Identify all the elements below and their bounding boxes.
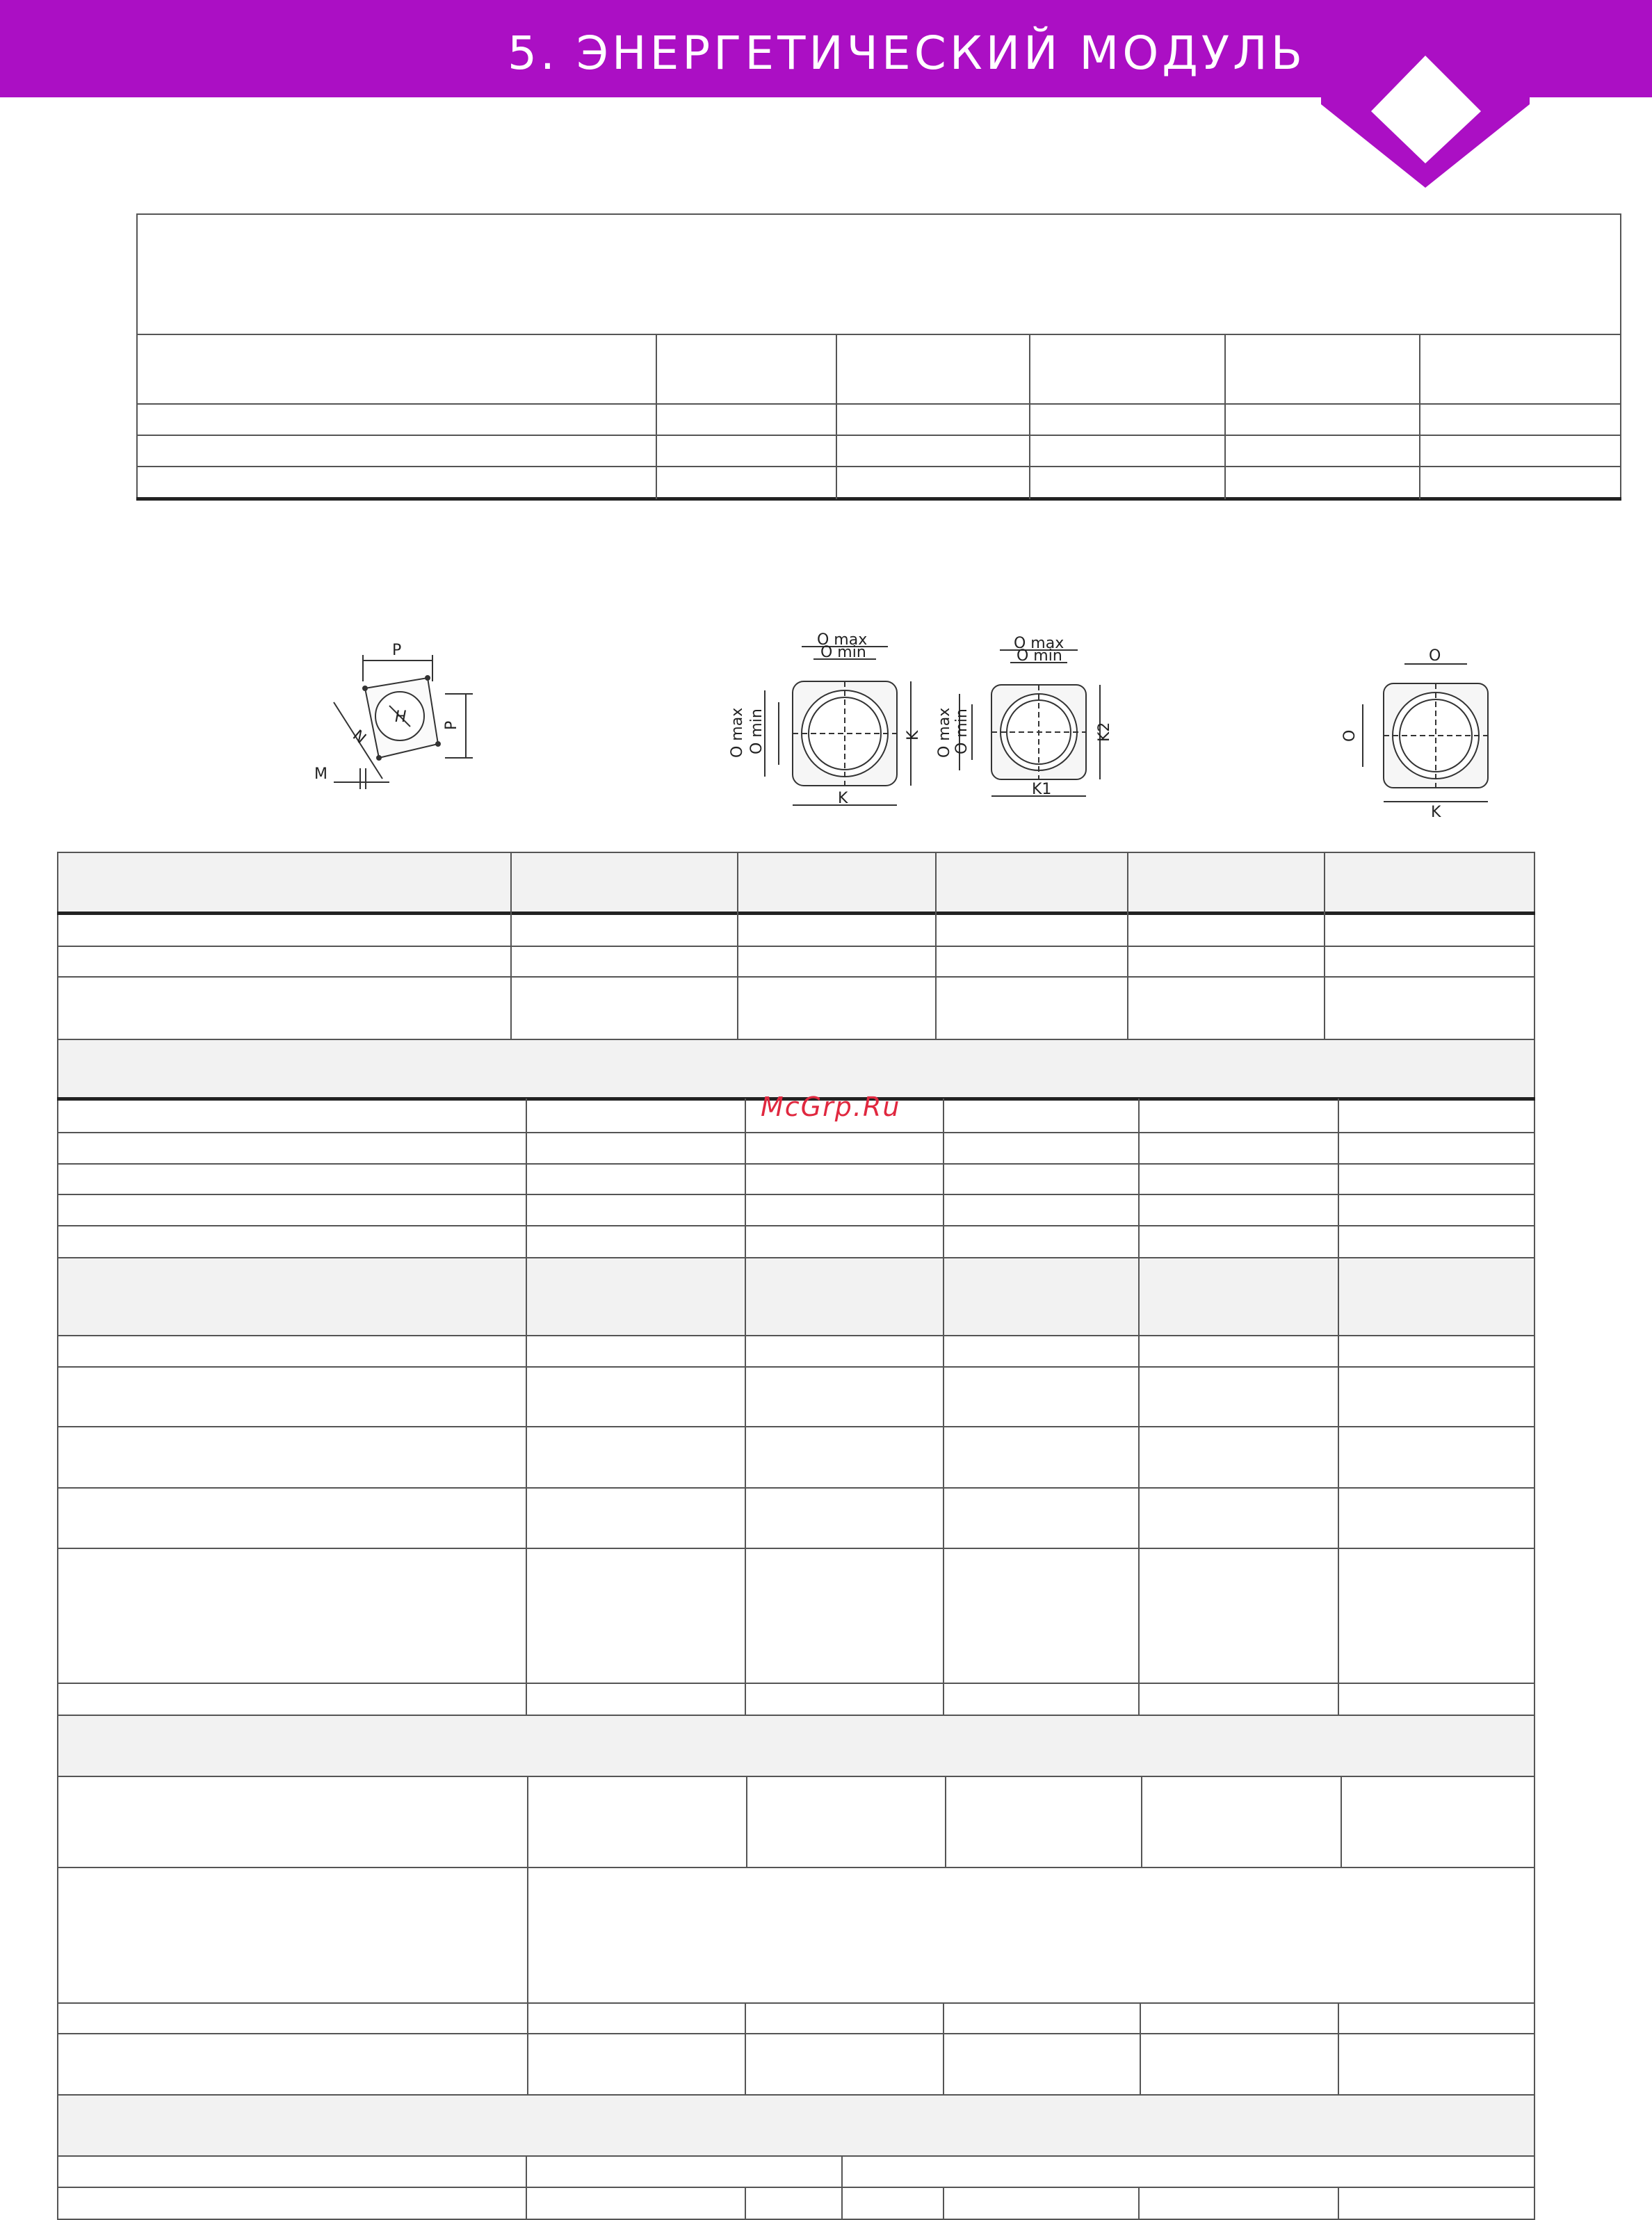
profile-a-drawing <box>723 626 932 813</box>
dim-label-p-side: P <box>443 720 460 730</box>
flange-pattern-drawing <box>306 640 487 800</box>
watermark: McGrp.Ru <box>761 1092 901 1122</box>
dim-label-h: H <box>395 708 407 726</box>
dim-label-o-side: O <box>1341 729 1359 742</box>
dim-label-omax-top: O max <box>817 631 868 649</box>
dim-label-omin-side: O min <box>953 708 971 754</box>
dim-label-k2: K2 <box>1096 722 1113 742</box>
dim-label-omin-top: O min <box>1017 647 1062 665</box>
section-tab-marker <box>1321 0 1530 188</box>
dim-label-omin-side: O min <box>748 708 766 754</box>
dim-label-k-side: K <box>905 730 922 740</box>
dim-label-omax-side: O max <box>936 707 953 758</box>
dim-label-k1: K1 <box>1032 781 1052 798</box>
dim-label-o-top: O <box>1429 647 1441 665</box>
dim-label-n: N <box>349 727 369 748</box>
dim-label-k-bottom: K <box>1431 804 1441 821</box>
profile-c-drawing <box>1335 643 1502 820</box>
dim-label-omax-side: O max <box>729 707 746 758</box>
dim-label-p-top: P <box>392 642 402 659</box>
dim-label-k-bottom: K <box>838 790 848 807</box>
dim-label-omin-top: O min <box>820 644 866 661</box>
profile-b-drawing <box>936 629 1119 810</box>
page-title: 5. ЭНЕРГЕТИЧЕСКИЙ МОДУЛЬ <box>508 26 1306 80</box>
dim-label-m: M <box>314 765 327 783</box>
dim-label-omax-top: O max <box>1014 635 1064 652</box>
